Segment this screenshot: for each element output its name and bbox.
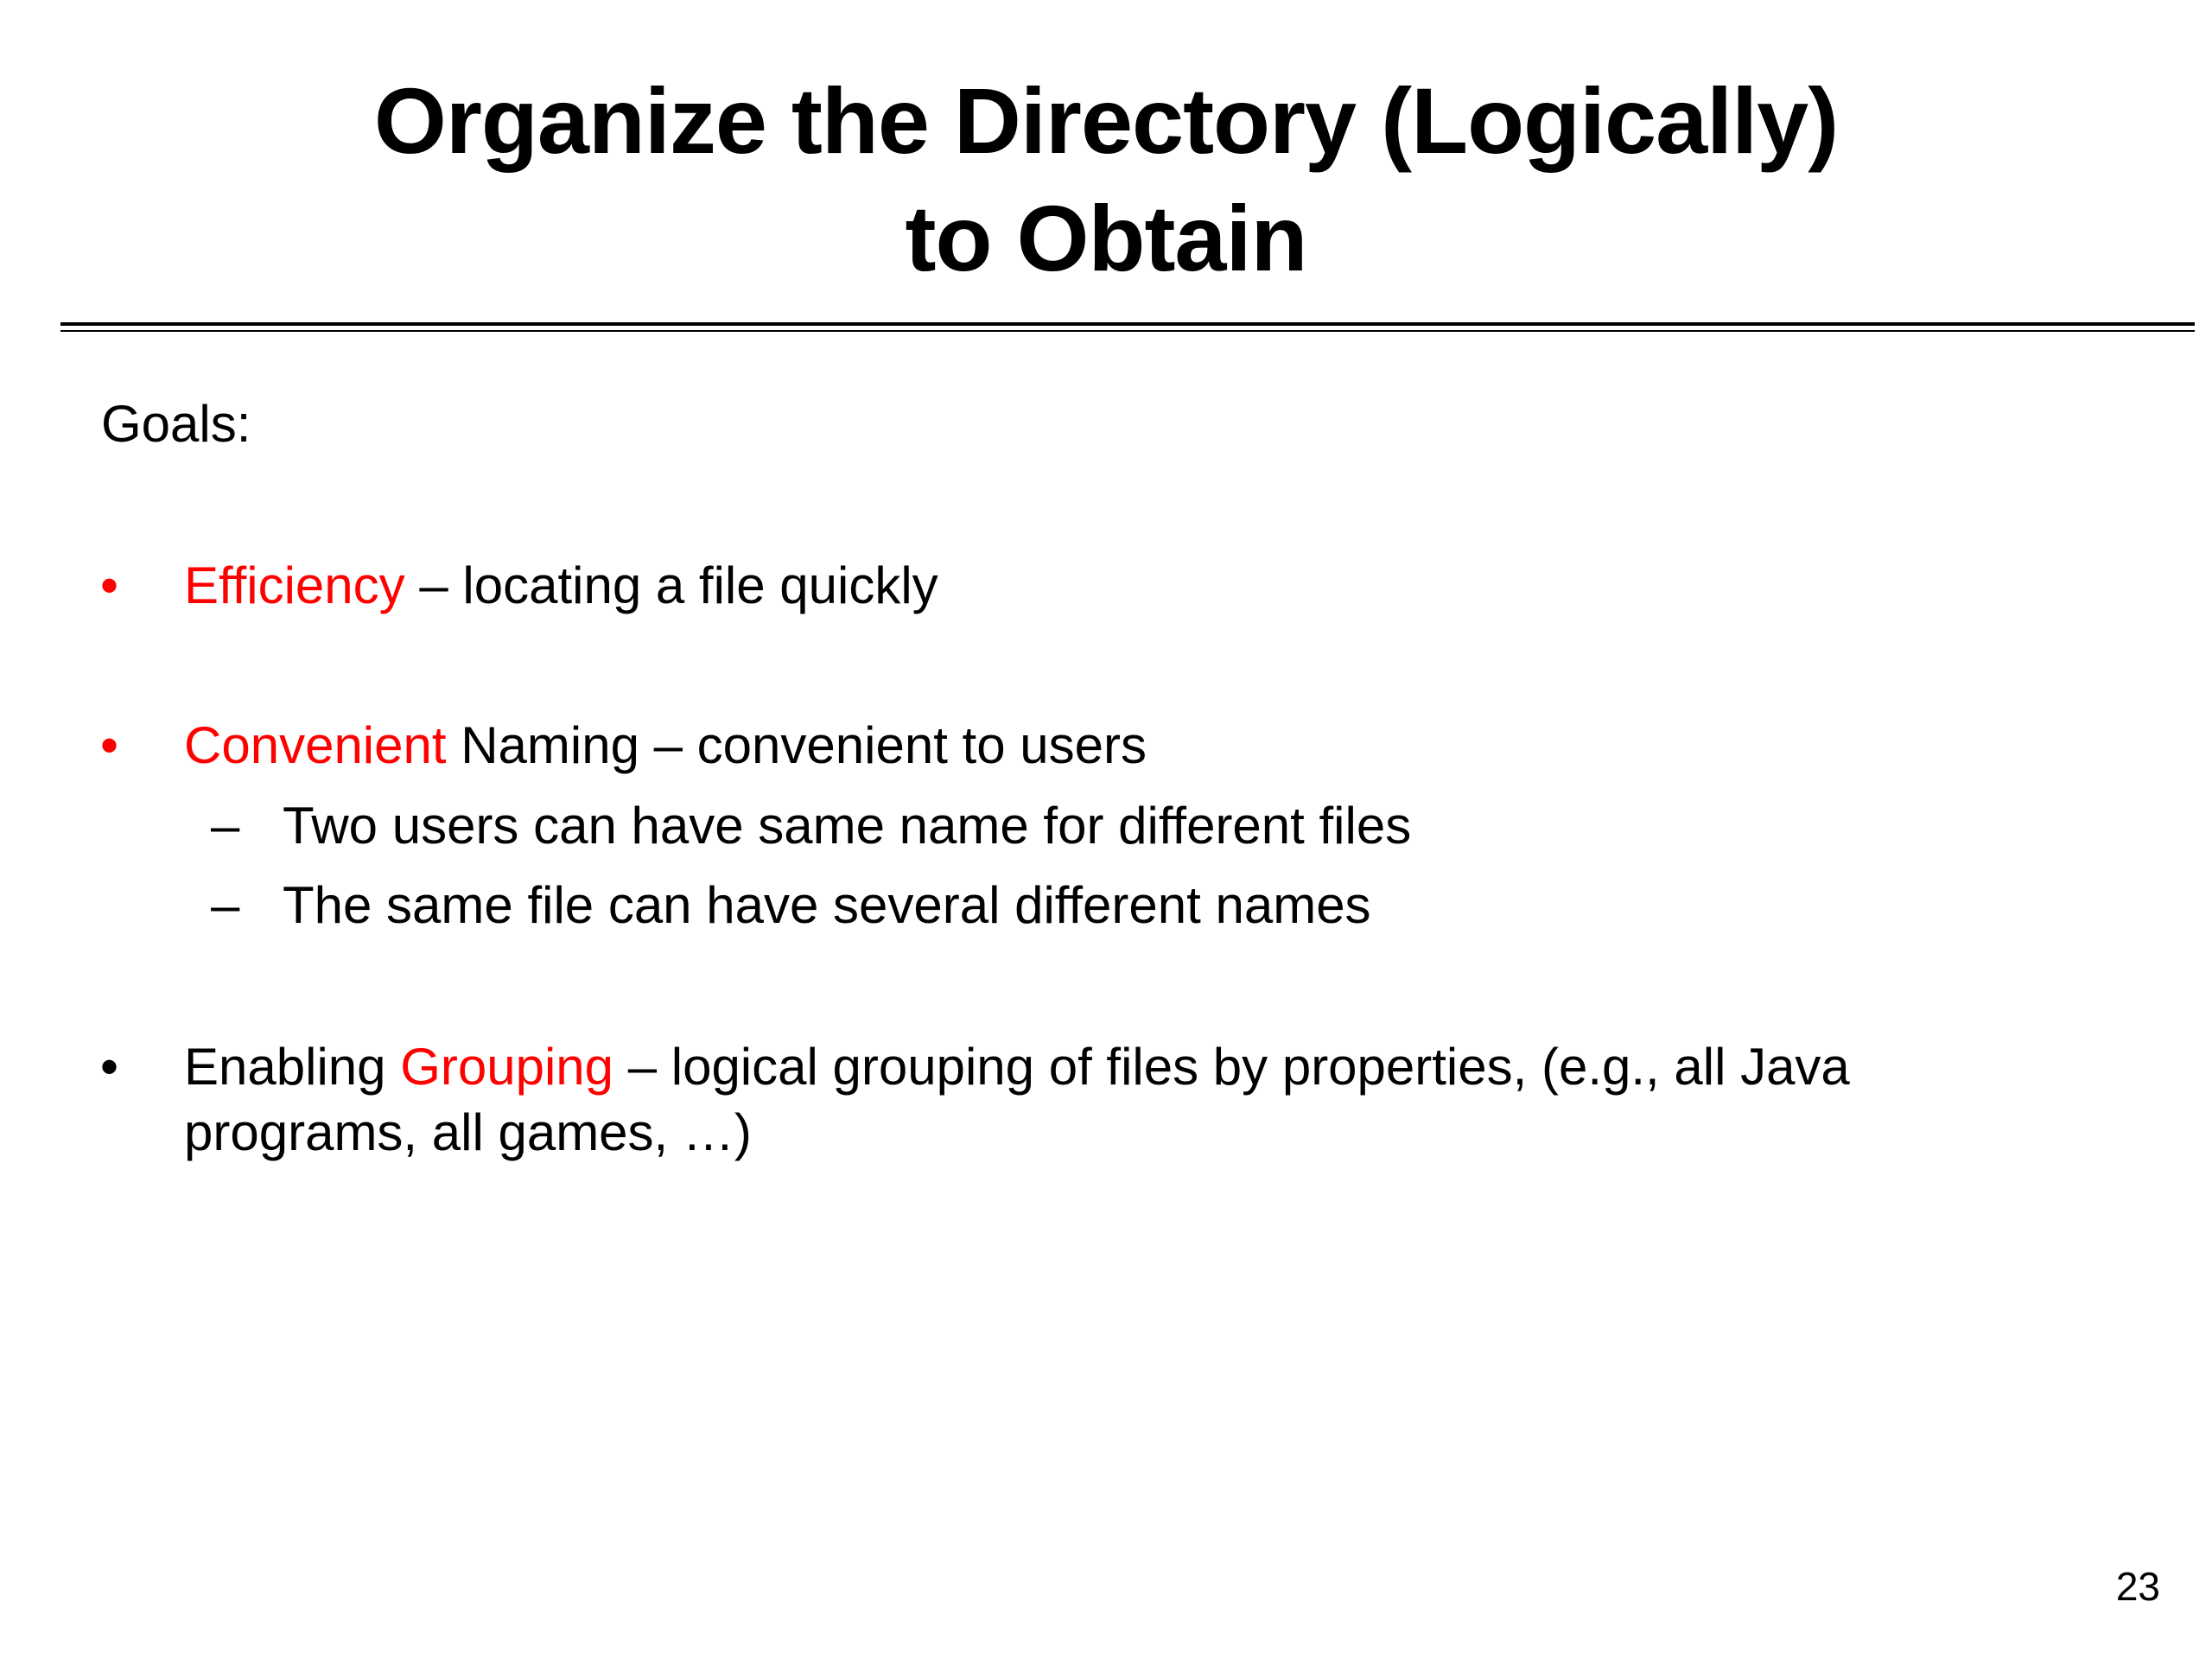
- slide-title: [0, 62, 2212, 297]
- title-divider-thick: [60, 322, 2195, 326]
- bullet-grouping: [100, 1034, 2042, 1166]
- title-line-1: Organize the Directory (Logically): [373, 68, 1839, 173]
- subitem-two-users: [211, 795, 1412, 857]
- bullet-efficiency: [100, 553, 2042, 619]
- goals-label: Goals:: [101, 395, 251, 453]
- sub-text: The same file can have several different names: [283, 876, 1371, 934]
- bullet-highlight: Efficiency: [184, 556, 405, 614]
- bullet-highlight: Grouping: [400, 1038, 614, 1096]
- subitem-same-file: [211, 874, 1371, 937]
- bullet-marker: •: [100, 556, 119, 614]
- bullet-text: – logical grouping of files by properties, (e.g., all Java programs, all games, …): [184, 1038, 1850, 1161]
- title-divider-thin: [60, 330, 2195, 332]
- sub-marker: –: [211, 797, 240, 855]
- page-number: 23: [2115, 1564, 2160, 1609]
- title-line-2: to Obtain: [905, 186, 1307, 290]
- bullet-convenient-naming: [100, 713, 2042, 779]
- bullet-text: – locating a file quickly: [404, 556, 938, 614]
- bullet-marker: •: [100, 1038, 119, 1096]
- bullet-text: Naming – convenient to users: [446, 716, 1147, 774]
- bullet-highlight: Convenient: [184, 716, 447, 774]
- bullet-marker: •: [100, 716, 119, 774]
- sub-marker: –: [211, 876, 240, 934]
- sub-text: Two users can have same name for different files: [283, 797, 1412, 855]
- bullet-prefix: Enabling: [184, 1038, 401, 1096]
